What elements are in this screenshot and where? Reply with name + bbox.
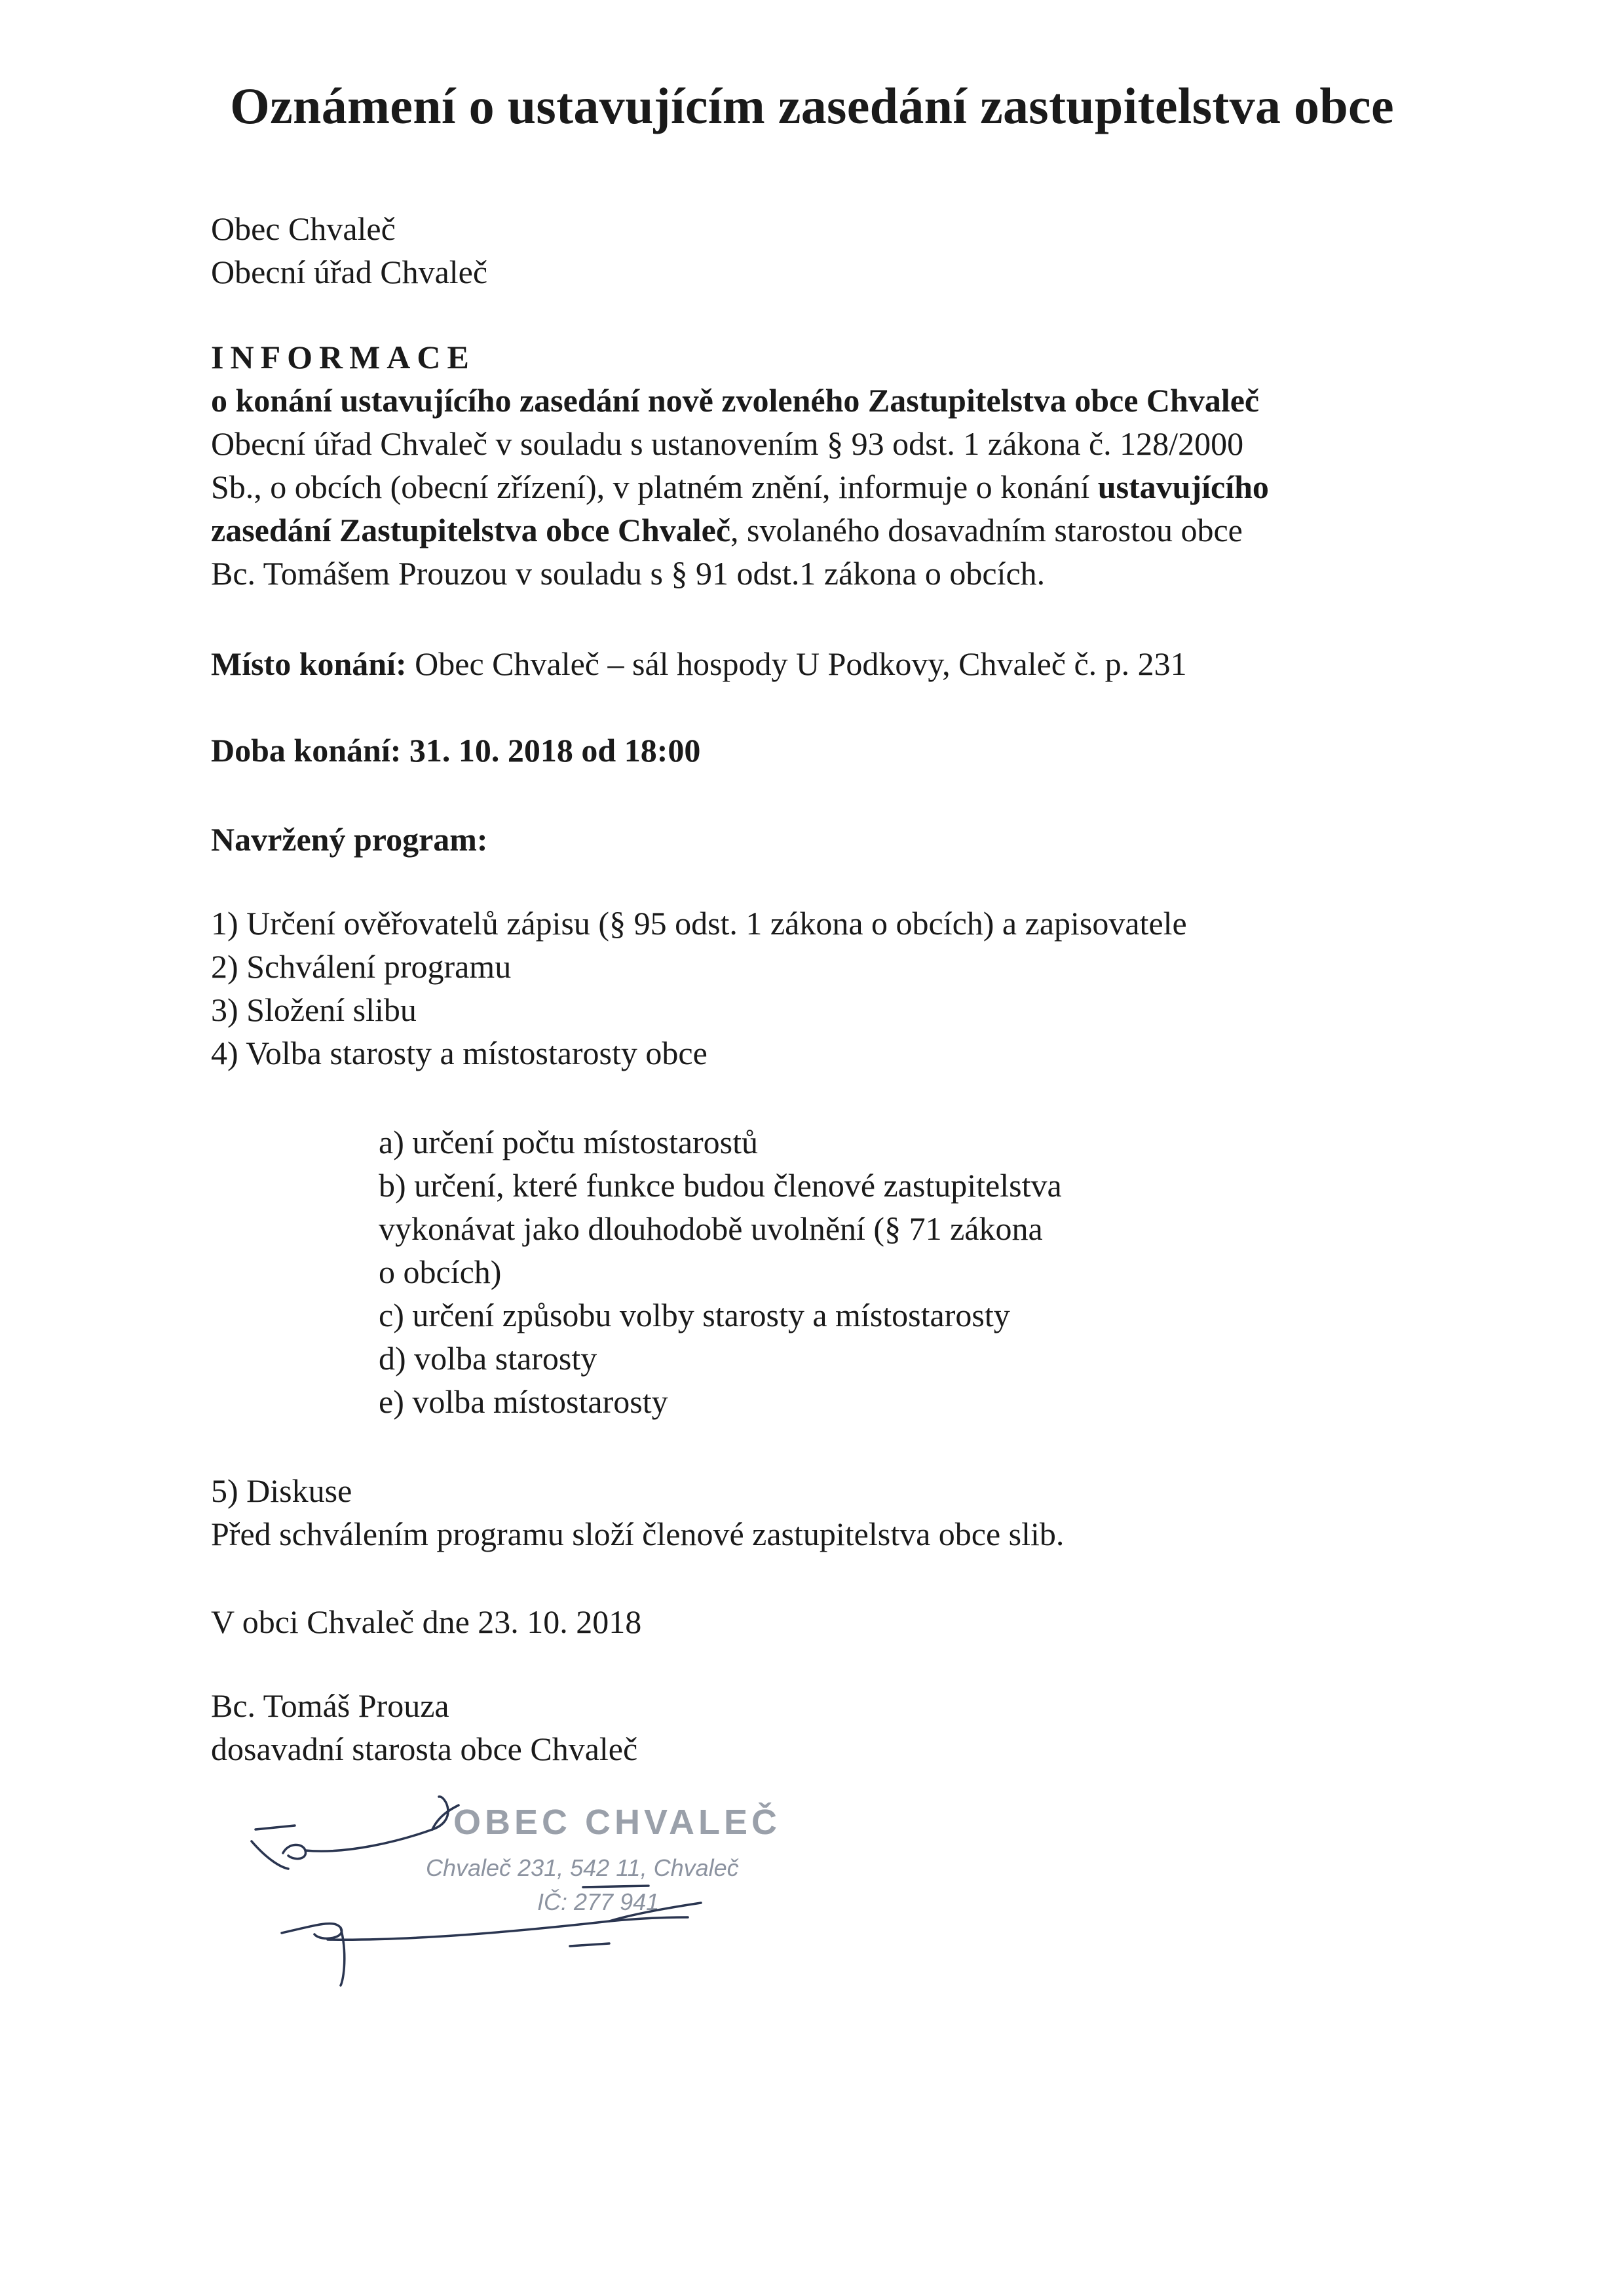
paragraph-line-2-bold: ustavujícího [1097, 469, 1269, 505]
document-title: Oznámení o ustavujícím zasedání zastupitelstva obce [230, 77, 1394, 134]
address-line-2: Obecní úřad Chvaleč [211, 254, 488, 290]
paragraph-line-1: Obecní úřad Chvaleč v souladu s ustanovením § 93 odst. 1 zákona č. 128/2000 [211, 425, 1244, 462]
stamp-line-2: Chvaleč 231, 542 11, Chvaleč [426, 1854, 739, 1881]
program-item-5: 5) Diskuse [211, 1472, 352, 1509]
info-subheading: o konání ustavujícího zasedání nově zvoleného Zastupitelstva obce Chvaleč [211, 382, 1260, 419]
paragraph-line-2 [211, 465, 1495, 508]
program-label: Navržený program: [211, 821, 488, 858]
paragraph-line-3-bold: zasedání Zastupitelstva obce Chvaleč [211, 512, 731, 548]
program-sub-item: vykonávat jako dlouhodobě uvolnění (§ 71 zákona [379, 1210, 1043, 1247]
program-sub-item: c) určení způsobu volby starosty a místostarosty [379, 1297, 1010, 1333]
program-sub-item: d) volba starosty [379, 1340, 597, 1377]
place-label: Místo konání: [211, 645, 407, 682]
program-item: 4) Volba starosty a místostarosty obce [211, 1035, 708, 1071]
time-line: Doba konání: 31. 10. 2018 od 18:00 [211, 732, 701, 769]
oath-note: Před schválením programu složí členové zastupitelstva obce slib. [211, 1516, 1065, 1552]
paragraph-line-3-text: , svolaného dosavadním starostou obce [730, 512, 1243, 548]
paragraph-line-4: Bc. Tomášem Prouzou v souladu s § 91 odst.1 zákona o obcích. [211, 555, 1046, 592]
signer-block [211, 1684, 1495, 1770]
stamp-line-3: IČ: 277 941 [537, 1888, 660, 1915]
address-block [211, 207, 1495, 294]
info-heading: INFORMACE [211, 339, 476, 375]
program-item: 2) Schválení programu [211, 948, 512, 985]
paragraph-line-2-text: Sb., o obcích (obecní zřízení), v platném znění, informuje o konání [211, 469, 1098, 505]
address-line-1: Obec Chvaleč [211, 210, 396, 247]
program-item: 3) Složení slibu [211, 991, 417, 1028]
date-line: V obci Chvaleč dne 23. 10. 2018 [211, 1603, 642, 1640]
program-sub-list [379, 1120, 1062, 1423]
program-sub-item: a) určení počtu místostarostů [379, 1124, 759, 1160]
place-value: Obec Chvaleč – sál hospody U Podkovy, Chvaleč č. p. 231 [406, 645, 1187, 682]
program-sub-item: b) určení, které funkce budou členové zastupitelstva [379, 1167, 1062, 1204]
program-sub-item: o obcích) [379, 1253, 502, 1290]
signer-name: Bc. Tomáš Prouza [211, 1687, 449, 1724]
program-sub-item: e) volba místostarosty [379, 1383, 668, 1420]
information-block [211, 335, 1495, 595]
program-item: 1) Určení ověřovatelů zápisu (§ 95 odst. 1 zákona o obcích) a zapisovatele [211, 905, 1187, 942]
place-line [211, 642, 1495, 685]
program-list [211, 902, 1495, 1075]
signer-role: dosavadní starosta obce Chvaleč [211, 1731, 638, 1767]
handwritten-signature [242, 1769, 897, 1992]
stamp-line-1: OBEC CHVALEČ [453, 1803, 782, 1842]
paragraph-line-3 [211, 508, 1495, 552]
closing-block [211, 1469, 1495, 1556]
